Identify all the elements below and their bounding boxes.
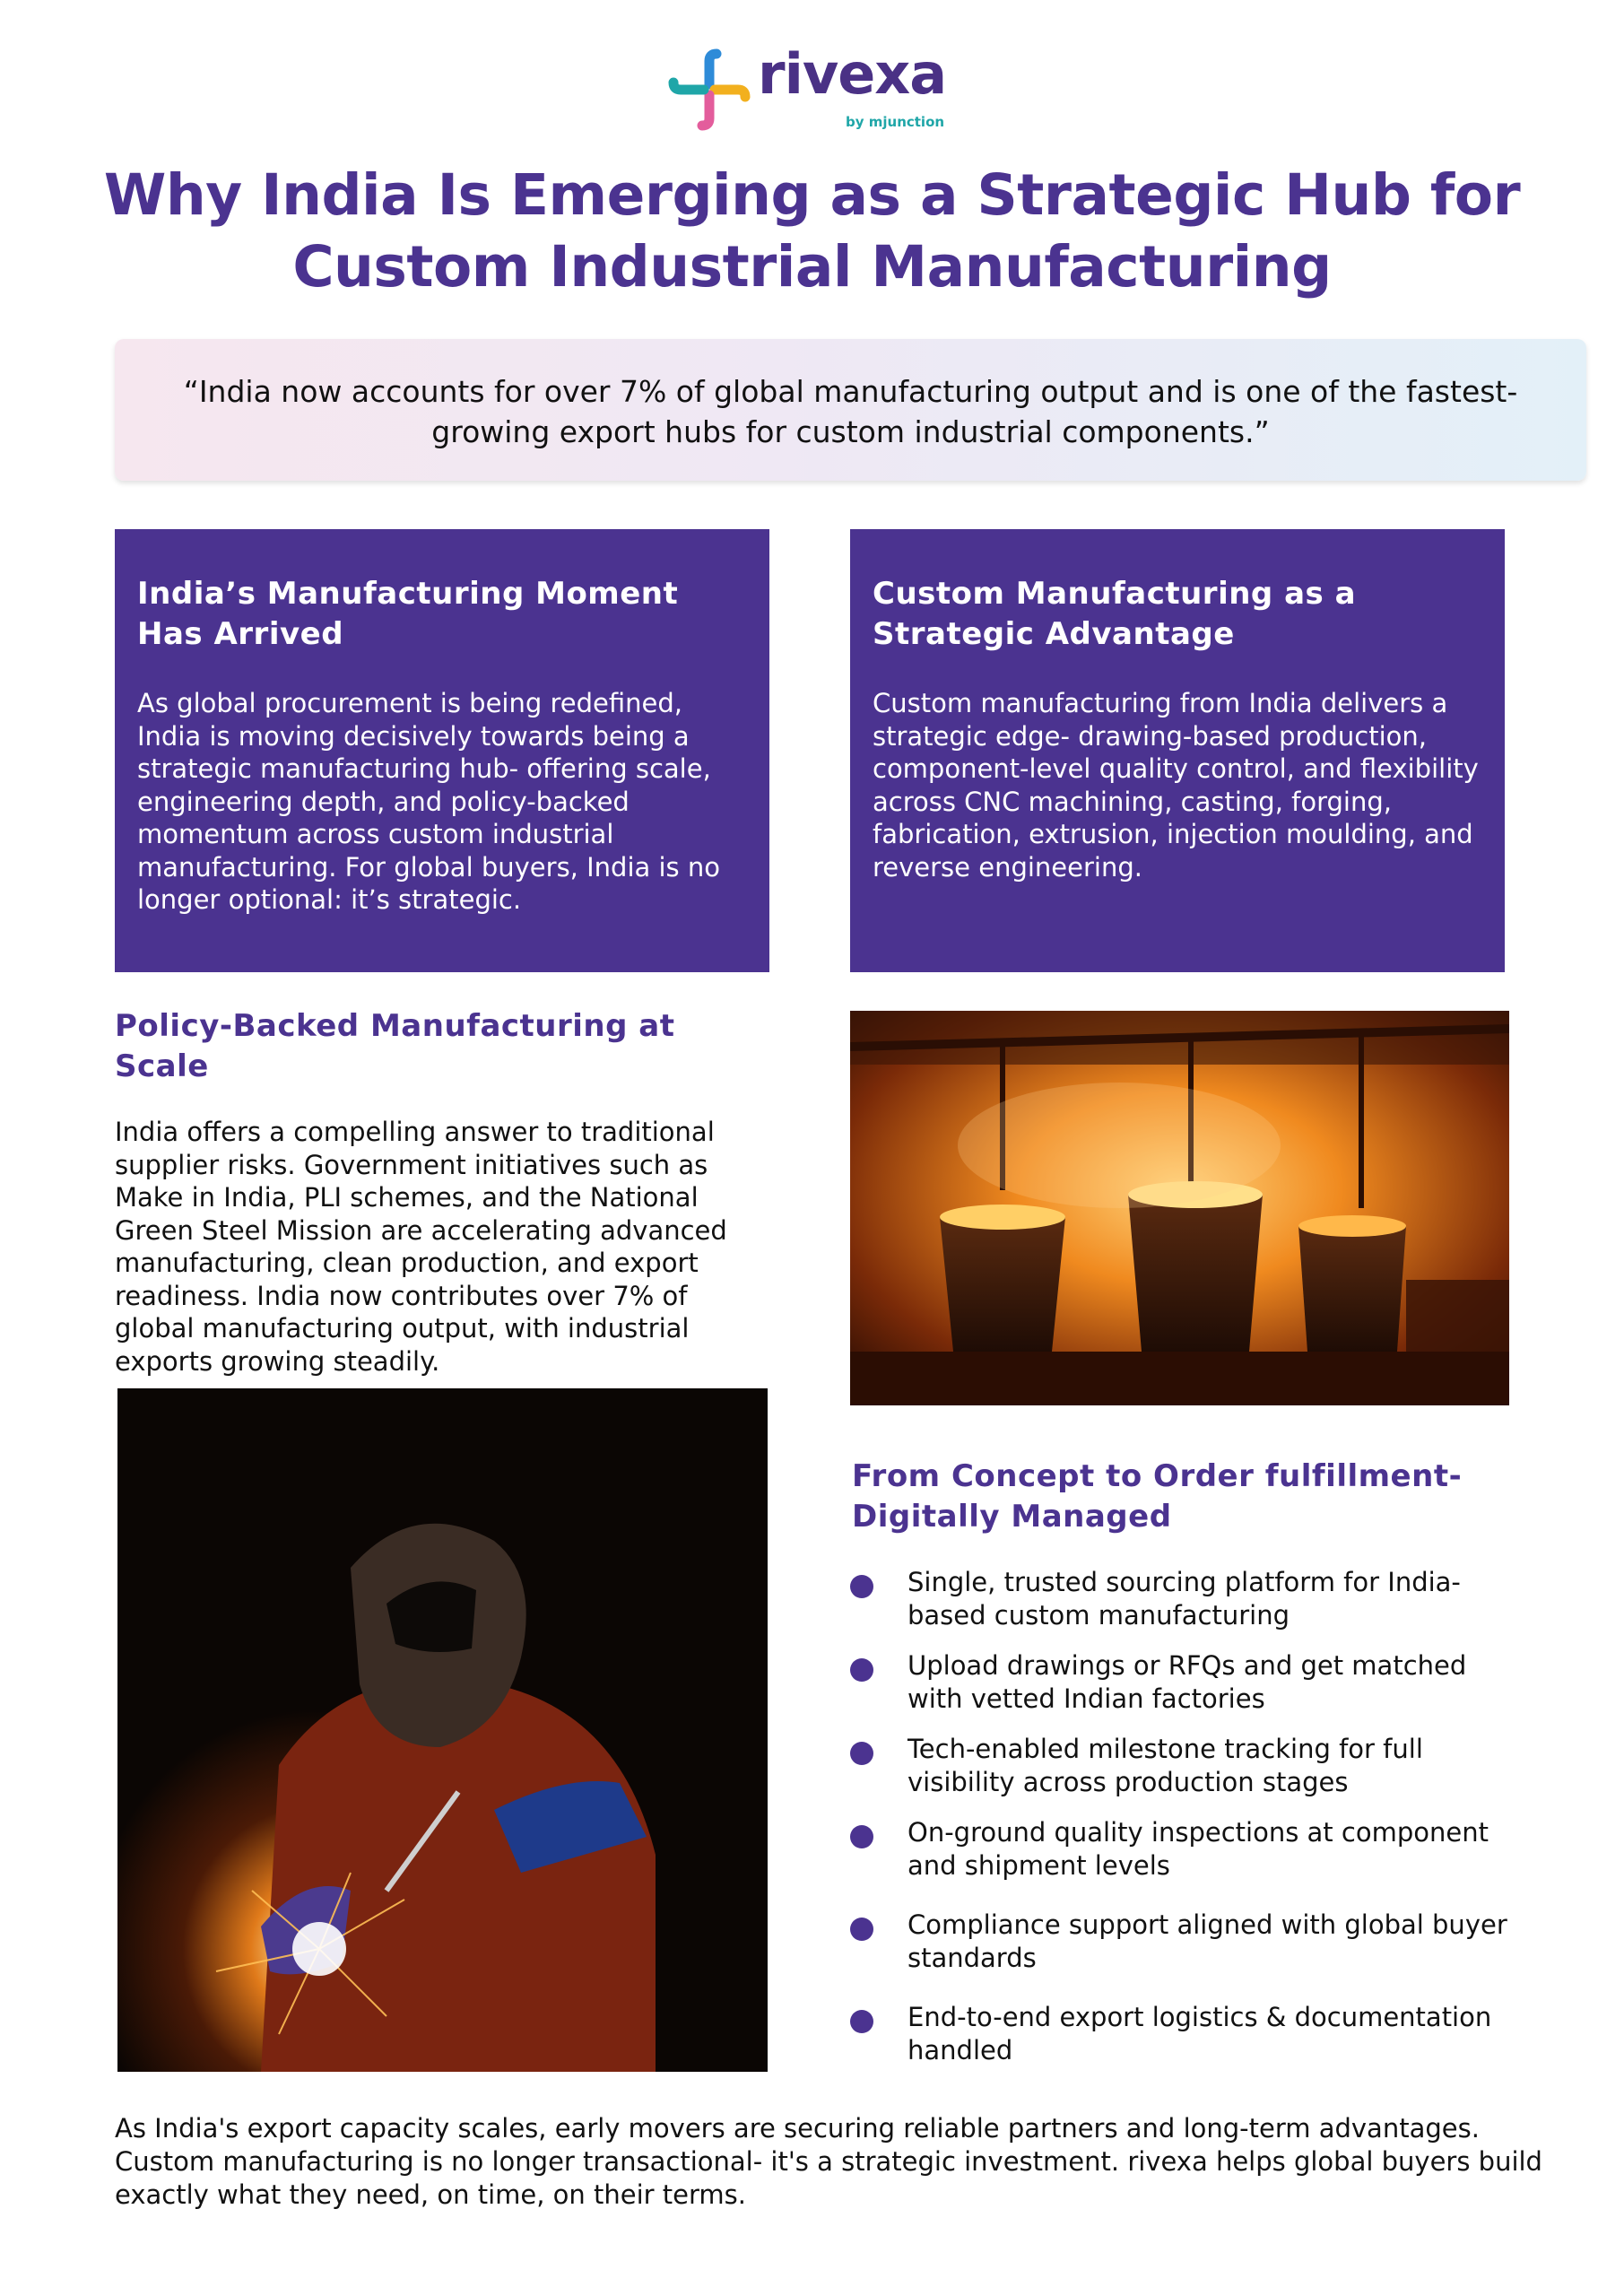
quote-text: “India now accounts for over 7% of global manufacturing output and is one of the fastest-growing export hubs for custom industrial components.” [183,374,1518,449]
page-title: Why India Is Emerging as a Strategic Hub for Custom Industrial Manufacturing [103,162,1521,300]
card-body: As global procurement is being redefined, India is moving decisively towards being a strategic manufacturing hub- offering scale, engineering depth, and policy-backed momentum across custom industrial manufacturing. For global buyers, India is no longer optional: it’s strategic. [137,688,721,915]
card-manufacturing-moment [115,529,769,972]
bullet-dot-icon [850,1825,873,1848]
closing-paragraph: As India's export capacity scales, early movers are securing reliable partners and long-term advantages. Custom manufacturing is no longer transactional- it's a strategic investment. rivexa helps global buyers build exactly what they need, on time, on their terms. [115,2113,1542,2210]
welder-photo [117,1388,768,2072]
bullet-text: Single, trusted sourcing platform for India-based custom manufacturing [908,1567,1461,1631]
concept-heading: From Concept to Order fulfillment- Digitally Managed [852,1458,1463,1535]
steel-plant-photo [850,1011,1509,1405]
card-body: Custom manufacturing from India delivers a strategic edge- drawing-based production, component-level quality control, and flexibility across CNC machining, casting, forging, fabrication, extrusion, injection moulding, and reverse engineering. [873,688,1479,883]
bullet-dot-icon [850,1742,873,1765]
bullet-dot-icon [850,1918,873,1941]
rivexa-logo-icon [668,48,751,131]
quote-callout [115,339,1586,481]
bullet-text: Tech-enabled milestone tracking for full visibility across production stages [908,1734,1423,1797]
policy-heading: Policy-Backed Manufacturing at Scale [115,1008,675,1084]
card-heading: Custom Manufacturing as a Strategic Advantage [873,576,1357,652]
bullet-text: On-ground quality inspections at component and shipment levels [908,1817,1489,1881]
steel-plant-illustration [850,1011,1509,1405]
bullet-dot-icon [850,2010,873,2033]
policy-body: India offers a compelling answer to traditional supplier risks. Government initiatives such as Make in India, PLI schemes, and the National Green Steel Mission are accelerating advanced manufacturing, clean production, and export readiness. India now contributes over 7% of global manufacturing output, with industrial exports growing steadily. [115,1117,727,1377]
bullet-text: Compliance support aligned with global buyer standards [908,1909,1507,1973]
card-strategic-advantage [850,529,1505,972]
bullet-text: End-to-end export logistics & documentation handled [908,2002,1492,2066]
brand-name: rivexa [758,41,947,107]
brand-logo [668,41,964,136]
bullet-text: Upload drawings or RFQs and get matched with vetted Indian factories [908,1650,1467,1714]
bullet-dot-icon [850,1658,873,1682]
brand-tagline: by mjunction [846,114,945,130]
card-heading: India’s Manufacturing Moment Has Arrived [137,576,679,652]
bullet-dot-icon [850,1575,873,1598]
welder-illustration [117,1388,768,2072]
